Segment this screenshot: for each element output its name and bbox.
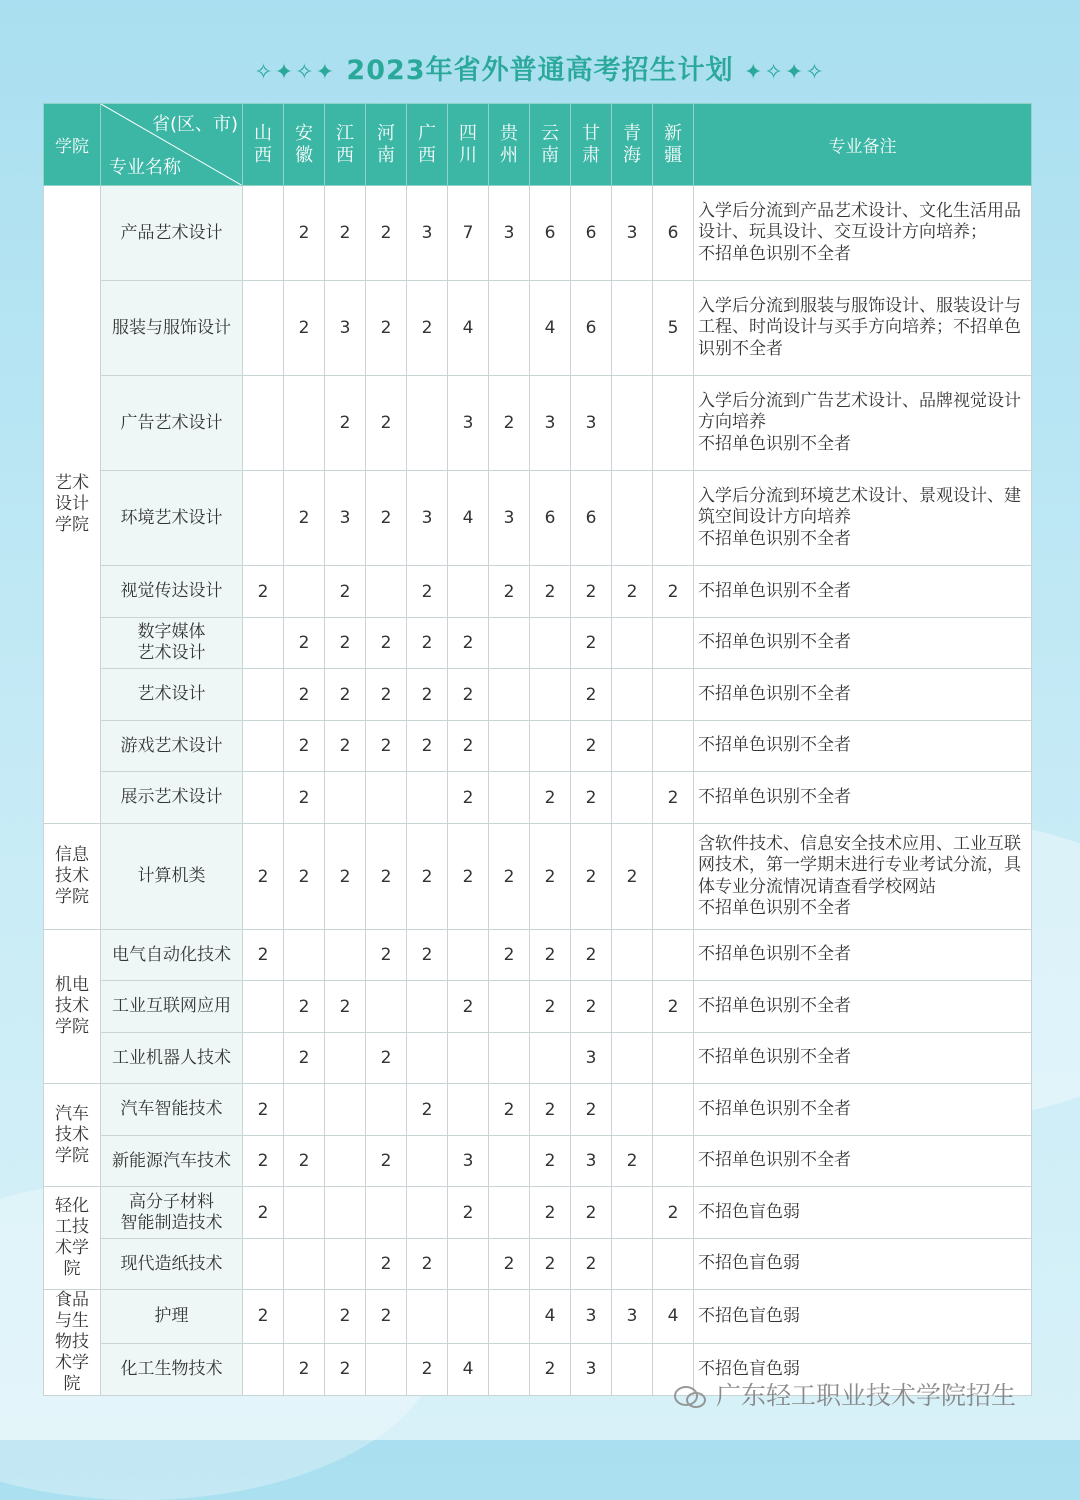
quota-cell: 2 xyxy=(284,721,325,772)
quota-cell: 2 xyxy=(407,824,448,930)
quota-cell xyxy=(653,471,694,566)
quota-cell: 2 xyxy=(530,1084,571,1136)
quota-cell: 2 xyxy=(366,281,407,376)
major-note: 入学后分流到环境艺术设计、景观设计、建筑空间设计方向培养 不招单色识别不全者 xyxy=(694,471,1032,566)
quota-cell: 2 xyxy=(284,1033,325,1084)
quota-cell: 2 xyxy=(489,1239,530,1290)
quota-cell xyxy=(325,1033,366,1084)
quota-cell: 2 xyxy=(571,566,612,618)
major-name: 汽车智能技术 xyxy=(101,1084,243,1136)
major-note: 不招色盲色弱 xyxy=(694,1290,1032,1344)
quota-cell: 2 xyxy=(571,772,612,824)
quota-cell: 2 xyxy=(284,824,325,930)
major-name: 数字媒体 艺术设计 xyxy=(101,618,243,669)
quota-cell: 2 xyxy=(530,1343,571,1396)
quota-cell: 2 xyxy=(325,669,366,721)
quota-cell xyxy=(243,376,284,471)
quota-cell: 3 xyxy=(571,1343,612,1396)
quota-cell xyxy=(243,981,284,1033)
quota-cell xyxy=(243,721,284,772)
quota-cell xyxy=(366,1343,407,1396)
watermark xyxy=(672,1376,1016,1412)
quota-cell: 3 xyxy=(612,1290,653,1344)
quota-cell: 2 xyxy=(489,566,530,618)
quota-cell: 2 xyxy=(243,1187,284,1239)
quota-cell xyxy=(489,1187,530,1239)
quota-cell: 6 xyxy=(571,186,612,281)
quota-cell xyxy=(530,669,571,721)
table-row xyxy=(44,1239,1032,1290)
quota-cell: 3 xyxy=(489,471,530,566)
quota-cell: 4 xyxy=(448,1343,489,1396)
quota-cell: 2 xyxy=(366,669,407,721)
quota-cell xyxy=(653,824,694,930)
quota-cell: 3 xyxy=(489,186,530,281)
header-province: 青 海 xyxy=(612,104,653,186)
major-name: 产品艺术设计 xyxy=(101,186,243,281)
quota-cell: 2 xyxy=(530,1239,571,1290)
quota-cell xyxy=(243,1239,284,1290)
quota-cell xyxy=(407,1290,448,1344)
quota-cell: 4 xyxy=(448,471,489,566)
quota-cell: 4 xyxy=(448,281,489,376)
quota-cell: 2 xyxy=(366,471,407,566)
quota-cell: 2 xyxy=(366,1136,407,1187)
quota-cell xyxy=(366,566,407,618)
major-name: 护理 xyxy=(101,1290,243,1344)
quota-cell: 3 xyxy=(325,471,366,566)
quota-cell: 2 xyxy=(243,566,284,618)
quota-cell xyxy=(407,1187,448,1239)
quota-cell: 2 xyxy=(243,1290,284,1344)
quota-cell: 2 xyxy=(407,721,448,772)
quota-cell xyxy=(284,1290,325,1344)
quota-cell xyxy=(325,1239,366,1290)
major-note: 不招色盲色弱 xyxy=(694,1187,1032,1239)
quota-cell xyxy=(489,618,530,669)
quota-cell: 2 xyxy=(571,1084,612,1136)
quota-cell: 2 xyxy=(325,981,366,1033)
quota-cell: 2 xyxy=(530,930,571,981)
quota-cell: 6 xyxy=(653,186,694,281)
major-name: 广告艺术设计 xyxy=(101,376,243,471)
major-note: 不招单色识别不全者 xyxy=(694,669,1032,721)
quota-cell: 6 xyxy=(530,471,571,566)
quota-cell xyxy=(325,1187,366,1239)
table-row xyxy=(44,772,1032,824)
quota-cell xyxy=(653,930,694,981)
header-province: 云 南 xyxy=(530,104,571,186)
quota-cell xyxy=(243,1033,284,1084)
college-name: 食品 与生 物技 术学 院 xyxy=(44,1290,101,1396)
table-row xyxy=(44,721,1032,772)
major-name: 工业互联网应用 xyxy=(101,981,243,1033)
quota-cell xyxy=(284,376,325,471)
table-row xyxy=(44,981,1032,1033)
quota-cell xyxy=(530,618,571,669)
quota-cell xyxy=(612,1084,653,1136)
table-row xyxy=(44,566,1032,618)
major-note: 入学后分流到广告艺术设计、品牌视觉设计方向培养 不招单色识别不全者 xyxy=(694,376,1032,471)
quota-cell: 6 xyxy=(530,186,571,281)
wechat-icon xyxy=(672,1385,708,1409)
quota-cell: 3 xyxy=(571,376,612,471)
major-name: 计算机类 xyxy=(101,824,243,930)
quota-cell: 2 xyxy=(571,824,612,930)
quota-cell: 2 xyxy=(284,981,325,1033)
major-note: 不招单色识别不全者 xyxy=(694,772,1032,824)
quota-cell xyxy=(653,1239,694,1290)
header-province-label: 省(区、市) xyxy=(151,114,238,135)
quota-cell: 2 xyxy=(284,186,325,281)
quota-cell xyxy=(325,1084,366,1136)
quota-cell: 4 xyxy=(530,1290,571,1344)
quota-cell xyxy=(530,721,571,772)
quota-cell xyxy=(489,281,530,376)
quota-cell: 3 xyxy=(407,471,448,566)
enrollment-plan-table xyxy=(43,103,1032,1396)
quota-cell: 2 xyxy=(284,618,325,669)
quota-cell: 6 xyxy=(571,281,612,376)
quota-cell xyxy=(407,772,448,824)
quota-cell: 2 xyxy=(325,824,366,930)
quota-cell xyxy=(489,1290,530,1344)
quota-cell: 2 xyxy=(284,471,325,566)
table-row xyxy=(44,281,1032,376)
college-name: 信息 技术 学院 xyxy=(44,824,101,930)
quota-cell xyxy=(243,1343,284,1396)
college-name: 汽车 技术 学院 xyxy=(44,1084,101,1187)
major-name: 展示艺术设计 xyxy=(101,772,243,824)
major-name: 电气自动化技术 xyxy=(101,930,243,981)
quota-cell: 2 xyxy=(489,1084,530,1136)
table-row xyxy=(44,471,1032,566)
quota-cell: 2 xyxy=(366,1239,407,1290)
table-row xyxy=(44,669,1032,721)
table-row xyxy=(44,1187,1032,1239)
quota-cell: 2 xyxy=(325,1290,366,1344)
quota-cell xyxy=(612,772,653,824)
table-row xyxy=(44,1084,1032,1136)
quota-cell: 2 xyxy=(407,281,448,376)
quota-cell xyxy=(489,1136,530,1187)
quota-cell: 2 xyxy=(530,1136,571,1187)
quota-cell: 2 xyxy=(448,1187,489,1239)
quota-cell xyxy=(325,930,366,981)
quota-cell xyxy=(407,376,448,471)
quota-cell xyxy=(243,281,284,376)
quota-cell: 2 xyxy=(448,981,489,1033)
quota-cell: 2 xyxy=(530,566,571,618)
quota-cell: 2 xyxy=(243,930,284,981)
quota-cell: 3 xyxy=(325,281,366,376)
table-row xyxy=(44,376,1032,471)
quota-cell: 2 xyxy=(366,824,407,930)
quota-cell: 2 xyxy=(325,721,366,772)
quota-cell xyxy=(612,376,653,471)
quota-cell: 3 xyxy=(571,1136,612,1187)
quota-cell: 2 xyxy=(612,566,653,618)
quota-cell xyxy=(489,1033,530,1084)
quota-cell xyxy=(243,471,284,566)
table-row xyxy=(44,1033,1032,1084)
quota-cell: 2 xyxy=(366,930,407,981)
quota-cell: 2 xyxy=(366,1033,407,1084)
quota-cell: 2 xyxy=(366,618,407,669)
quota-cell: 2 xyxy=(571,930,612,981)
major-name: 现代造纸技术 xyxy=(101,1239,243,1290)
quota-cell: 2 xyxy=(448,721,489,772)
major-note: 不招单色识别不全者 xyxy=(694,1033,1032,1084)
quota-cell xyxy=(448,930,489,981)
quota-cell xyxy=(489,1343,530,1396)
quota-cell xyxy=(530,1033,571,1084)
quota-cell: 2 xyxy=(530,824,571,930)
major-name: 工业机器人技术 xyxy=(101,1033,243,1084)
quota-cell: 2 xyxy=(284,1136,325,1187)
quota-cell: 2 xyxy=(571,981,612,1033)
quota-cell: 2 xyxy=(284,1343,325,1396)
quota-cell xyxy=(612,981,653,1033)
major-name: 新能源汽车技术 xyxy=(101,1136,243,1187)
major-note: 不招单色识别不全者 xyxy=(694,618,1032,669)
quota-cell: 2 xyxy=(407,1239,448,1290)
quota-cell xyxy=(612,1239,653,1290)
quota-cell: 2 xyxy=(653,566,694,618)
quota-cell: 2 xyxy=(489,824,530,930)
quota-cell: 2 xyxy=(407,1343,448,1396)
quota-cell xyxy=(284,930,325,981)
quota-cell: 2 xyxy=(366,721,407,772)
quota-cell: 2 xyxy=(489,930,530,981)
quota-cell xyxy=(366,772,407,824)
quota-cell: 2 xyxy=(612,1136,653,1187)
quota-cell: 2 xyxy=(366,376,407,471)
quota-cell xyxy=(243,618,284,669)
quota-cell xyxy=(407,981,448,1033)
table-header-row xyxy=(44,104,1032,186)
quota-cell: 2 xyxy=(366,186,407,281)
watermark-text: 广东轻工职业技术学院招生 xyxy=(715,1381,1016,1410)
quota-cell: 2 xyxy=(530,981,571,1033)
quota-cell xyxy=(407,1136,448,1187)
quota-cell: 2 xyxy=(448,772,489,824)
table-row xyxy=(44,618,1032,669)
header-province: 江 西 xyxy=(325,104,366,186)
quota-cell: 2 xyxy=(243,824,284,930)
header-college: 学院 xyxy=(44,104,101,186)
quota-cell: 3 xyxy=(448,1136,489,1187)
major-name: 环境艺术设计 xyxy=(101,471,243,566)
quota-cell: 4 xyxy=(653,1290,694,1344)
quota-cell xyxy=(366,1187,407,1239)
header-province: 安 徽 xyxy=(284,104,325,186)
major-name: 视觉传达设计 xyxy=(101,566,243,618)
quota-cell: 2 xyxy=(284,669,325,721)
quota-cell: 3 xyxy=(612,186,653,281)
quota-cell xyxy=(489,981,530,1033)
quota-cell xyxy=(653,1136,694,1187)
quota-cell: 2 xyxy=(571,1187,612,1239)
quota-cell: 2 xyxy=(407,1084,448,1136)
quota-cell xyxy=(612,618,653,669)
quota-cell: 2 xyxy=(530,1187,571,1239)
quota-cell: 3 xyxy=(448,376,489,471)
title-text: 2023年省外普通高考招生计划 xyxy=(346,55,734,86)
quota-cell: 2 xyxy=(325,376,366,471)
quota-cell xyxy=(653,618,694,669)
college-name: 机电 技术 学院 xyxy=(44,930,101,1084)
table-row xyxy=(44,1290,1032,1344)
major-note: 不招单色识别不全者 xyxy=(694,930,1032,981)
header-notes: 专业备注 xyxy=(694,104,1032,186)
header-diagonal-cell xyxy=(101,104,243,186)
quota-cell xyxy=(366,981,407,1033)
quota-cell: 2 xyxy=(284,281,325,376)
quota-cell xyxy=(653,1033,694,1084)
quota-cell: 3 xyxy=(571,1033,612,1084)
quota-cell xyxy=(284,1239,325,1290)
quota-cell: 4 xyxy=(530,281,571,376)
quota-cell: 2 xyxy=(325,566,366,618)
header-province: 河 南 xyxy=(366,104,407,186)
title-sparkle-left: ✧✦✧✦ xyxy=(254,60,337,85)
quota-cell: 2 xyxy=(325,186,366,281)
quota-cell: 2 xyxy=(653,1187,694,1239)
quota-cell: 6 xyxy=(571,471,612,566)
quota-cell xyxy=(284,1187,325,1239)
quota-cell: 2 xyxy=(489,376,530,471)
quota-cell xyxy=(612,930,653,981)
quota-cell: 2 xyxy=(530,772,571,824)
quota-cell: 2 xyxy=(284,772,325,824)
quota-cell xyxy=(448,1084,489,1136)
major-note: 入学后分流到服装与服饰设计、服装设计与工程、时尚设计与买手方向培养；不招单色识别不全者 xyxy=(694,281,1032,376)
quota-cell xyxy=(448,1033,489,1084)
header-province: 四 川 xyxy=(448,104,489,186)
major-name: 服装与服饰设计 xyxy=(101,281,243,376)
quota-cell: 2 xyxy=(571,618,612,669)
quota-cell: 2 xyxy=(448,669,489,721)
quota-cell xyxy=(325,772,366,824)
major-note: 不招单色识别不全者 xyxy=(694,1136,1032,1187)
header-province: 山 西 xyxy=(243,104,284,186)
quota-cell: 2 xyxy=(571,669,612,721)
quota-cell xyxy=(489,721,530,772)
title-sparkle-right: ✦✧✦✧ xyxy=(743,60,826,85)
quota-cell: 2 xyxy=(407,566,448,618)
quota-cell: 2 xyxy=(653,772,694,824)
quota-cell xyxy=(653,721,694,772)
quota-cell xyxy=(243,669,284,721)
quota-cell: 2 xyxy=(407,618,448,669)
quota-cell: 2 xyxy=(571,721,612,772)
quota-cell xyxy=(407,1033,448,1084)
major-note: 入学后分流到产品艺术设计、文化生活用品设计、玩具设计、交互设计方向培养； 不招单色识别不全者 xyxy=(694,186,1032,281)
header-province: 贵 州 xyxy=(489,104,530,186)
quota-cell: 5 xyxy=(653,281,694,376)
quota-cell: 2 xyxy=(448,824,489,930)
major-name: 化工生物技术 xyxy=(101,1343,243,1396)
college-name: 艺术 设计 学院 xyxy=(44,186,101,824)
quota-cell: 2 xyxy=(407,669,448,721)
quota-cell xyxy=(612,1343,653,1396)
quota-cell xyxy=(243,186,284,281)
quota-cell: 2 xyxy=(571,1239,612,1290)
quota-cell xyxy=(612,471,653,566)
table-row xyxy=(44,186,1032,281)
major-note: 不招单色识别不全者 xyxy=(694,1084,1032,1136)
quota-cell: 2 xyxy=(366,1290,407,1344)
quota-cell xyxy=(612,721,653,772)
table-row xyxy=(44,824,1032,930)
quota-cell: 2 xyxy=(407,930,448,981)
quota-cell xyxy=(653,1084,694,1136)
quota-cell xyxy=(612,1187,653,1239)
quota-cell: 3 xyxy=(530,376,571,471)
page-title xyxy=(0,48,1080,87)
quota-cell: 2 xyxy=(612,824,653,930)
major-name: 高分子材料 智能制造技术 xyxy=(101,1187,243,1239)
quota-cell xyxy=(612,669,653,721)
quota-cell: 2 xyxy=(243,1136,284,1187)
quota-cell xyxy=(284,566,325,618)
quota-cell: 2 xyxy=(653,981,694,1033)
quota-cell xyxy=(448,1290,489,1344)
quota-cell xyxy=(653,376,694,471)
quota-cell xyxy=(612,1033,653,1084)
table-row xyxy=(44,930,1032,981)
major-note: 含软件技术、信息安全技术应用、工业互联网技术，第一学期末进行专业考试分流，具体专业分流情况请查看学校网站 不招单色识别不全者 xyxy=(694,824,1032,930)
quota-cell: 7 xyxy=(448,186,489,281)
major-note: 不招色盲色弱 xyxy=(694,1343,1032,1396)
quota-cell: 2 xyxy=(325,618,366,669)
quota-cell: 3 xyxy=(571,1290,612,1344)
quota-cell xyxy=(448,566,489,618)
major-note: 不招单色识别不全者 xyxy=(694,721,1032,772)
major-note: 不招单色识别不全者 xyxy=(694,981,1032,1033)
quota-cell xyxy=(366,1084,407,1136)
quota-cell xyxy=(243,772,284,824)
quota-cell xyxy=(448,1239,489,1290)
quota-cell xyxy=(489,669,530,721)
table-row xyxy=(44,1136,1032,1187)
quota-cell xyxy=(612,281,653,376)
major-note: 不招单色识别不全者 xyxy=(694,566,1032,618)
header-major-label: 专业名称 xyxy=(109,157,181,178)
major-note: 不招色盲色弱 xyxy=(694,1239,1032,1290)
quota-cell: 2 xyxy=(243,1084,284,1136)
header-province: 甘 肃 xyxy=(571,104,612,186)
quota-cell xyxy=(653,669,694,721)
quota-cell: 2 xyxy=(325,1343,366,1396)
header-province: 广 西 xyxy=(407,104,448,186)
major-name: 游戏艺术设计 xyxy=(101,721,243,772)
quota-cell xyxy=(284,1084,325,1136)
quota-cell xyxy=(325,1136,366,1187)
quota-cell: 2 xyxy=(448,618,489,669)
quota-cell xyxy=(489,772,530,824)
quota-cell: 3 xyxy=(407,186,448,281)
college-name: 轻化 工技 术学 院 xyxy=(44,1187,101,1290)
major-name: 艺术设计 xyxy=(101,669,243,721)
header-province: 新 疆 xyxy=(653,104,694,186)
